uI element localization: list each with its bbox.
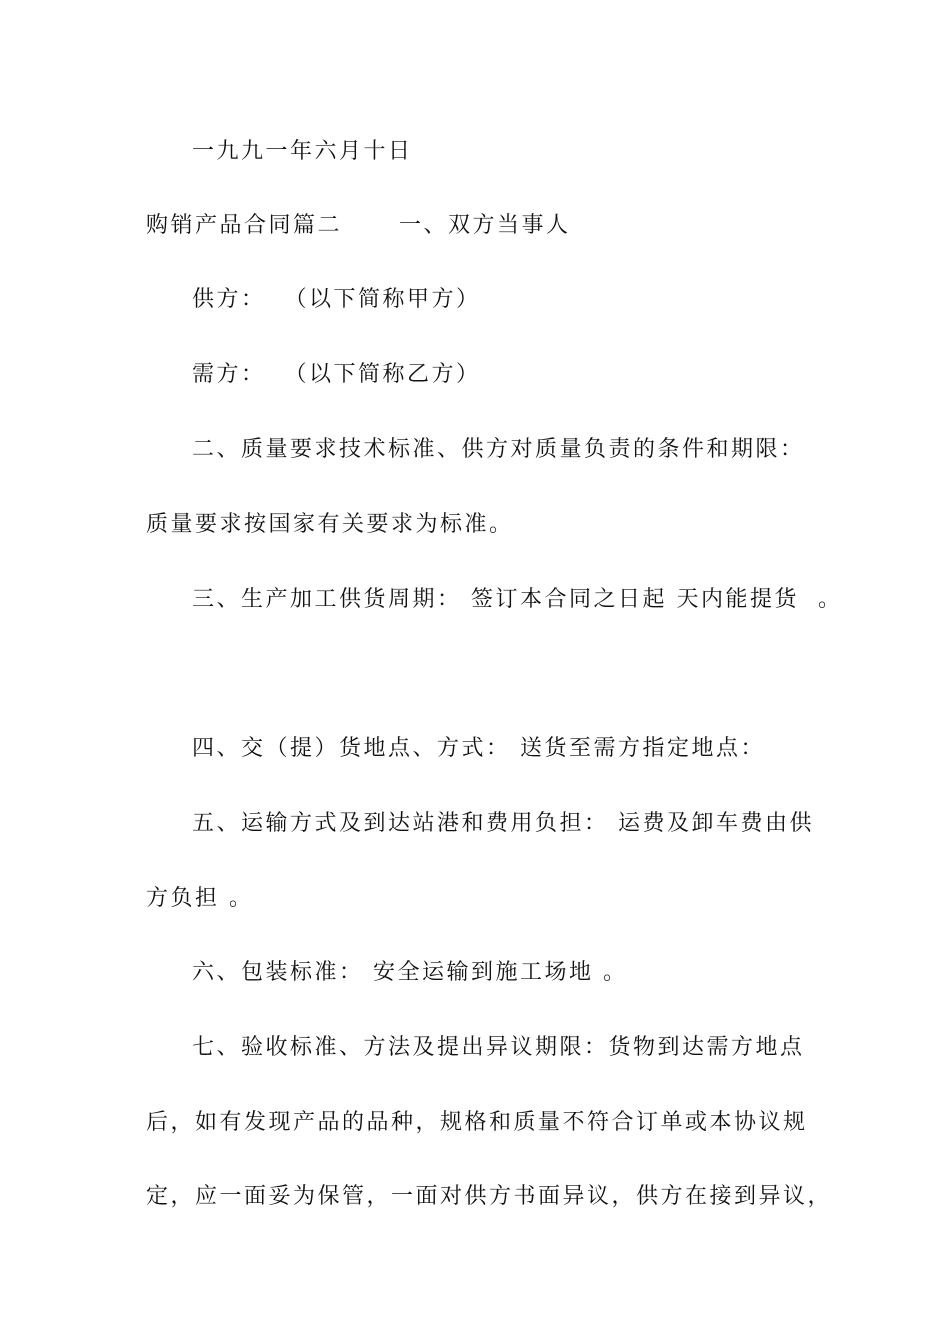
clause-7-line-3: 定，应一面妥为保管，一面对供方书面异议，供方在接到异议， — [146, 1184, 833, 1209]
buyer-line: 需方： （以下简称乙方） — [192, 362, 481, 387]
date-line: 一九九一年六月十日 — [192, 139, 413, 164]
clause-2-heading: 二、质量要求技术标准、供方对质量负责的条件和期限： — [192, 437, 805, 462]
clause-2-text: 质量要求按国家有关要求为标准。 — [146, 512, 514, 537]
clause-6: 六、包装标准： 安全运输到施工场地 。 — [192, 960, 628, 985]
clause-7-line-2: 后，如有发现产品的品种，规格和质量不符合订单或本协议规 — [146, 1110, 808, 1135]
contract-title-line: 购销产品合同篇二 一、双方当事人 — [146, 213, 571, 238]
clause-3: 三、生产加工供货周期： 签订本合同之日起 天内能提货 。 — [192, 587, 843, 612]
clause-4: 四、交（提）货地点、方式： 送货至需方指定地点： — [192, 736, 765, 761]
clause-5-line-1: 五、运输方式及到达站港和费用负担： 运费及卸车费由供 — [192, 811, 814, 836]
clause-5-line-2: 方负担 。 — [146, 886, 254, 911]
clause-7-line-1: 七、验收标准、方法及提出异议期限：货物到达需方地点 — [192, 1035, 805, 1060]
supplier-line: 供方： （以下简称甲方） — [192, 287, 481, 312]
